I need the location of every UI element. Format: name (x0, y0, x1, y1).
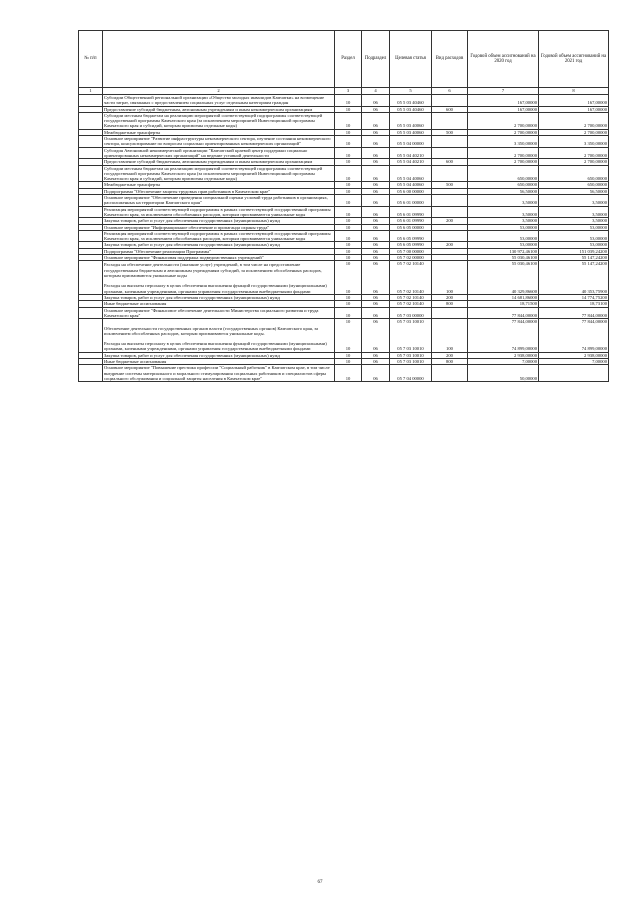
value-2021-cell: 18,73100 (539, 301, 609, 307)
target-cell: 05 7 04 00000 (390, 365, 432, 382)
value-2021-cell: 167,00000 (539, 95, 609, 107)
section-cell: 10 (335, 195, 362, 207)
value-2021-cell (539, 365, 609, 382)
col-number: 4 (362, 88, 390, 95)
table-row (79, 195, 609, 207)
value-2021-cell: 2 700,00000 (539, 147, 609, 159)
row-num-cell (79, 136, 103, 148)
value-2020-cell: 167,00000 (468, 106, 539, 112)
row-name-text: Расходы на выплаты персоналу в целях обеспечения выполнения функций государственными (муниципальными) органами, казенными учреждениями, органами управления государственными внебюджетными фондами (104, 341, 327, 352)
cell-gap (363, 267, 388, 289)
section-cell-primary: 10 (345, 319, 351, 325)
exp-type-cell (432, 206, 468, 218)
target-cell (390, 261, 432, 295)
subsection-cell-secondary: 06 (373, 346, 378, 352)
budget-table-sheet (78, 30, 608, 382)
target-cell: 05 5 04 40060 (390, 182, 432, 188)
section-cell: 10 (335, 106, 362, 112)
col-number: 3 (335, 88, 362, 95)
row-name-text: Закупка товаров, работ и услуг для обеспечения государственных (муниципальных) нужд (104, 242, 280, 248)
value-2020-cell: 53,00000 (468, 242, 539, 248)
target-cell: 05 5 04 40210 (390, 159, 432, 165)
table-row (79, 147, 609, 159)
subsection-cell: 06 (362, 112, 390, 129)
subsection-cell (362, 319, 390, 353)
exp-type-cell: 800 (432, 358, 468, 364)
section-cell: 10 (335, 358, 362, 364)
value-2021-cell-secondary: 74 899,00000 (581, 346, 607, 352)
value-2020-cell: 7,00000 (468, 358, 539, 364)
exp-type-cell (432, 95, 468, 107)
value-2020-cell: 53,00000 (468, 224, 539, 230)
header-2021: Годовой объем ассигнований на 2021 год (539, 31, 609, 88)
col-number: 1 (79, 88, 103, 95)
header-subsection: Подраздел (362, 31, 390, 88)
row-name-text: Основное мероприятие "Обеспечение проведения специальной оценки условий труда работников в организациях, расположенных на территории Камчатского края" (104, 195, 328, 206)
cell-gap (469, 267, 537, 289)
value-2021-cell: 650,00000 (539, 182, 609, 188)
value-2021-cell: 2 938,00000 (539, 352, 609, 358)
section-cell-secondary: 10 (345, 346, 351, 352)
value-2020-cell (468, 261, 539, 295)
exp-type-cell-secondary: 100 (446, 288, 453, 294)
subsection-cell: 06 (362, 206, 390, 218)
row-name-text: Закупка товаров, работ и услуг для обеспечения государственных (муниципальных) нужд (104, 218, 280, 224)
value-2020-cell: 2 700,00000 (468, 147, 539, 159)
target-cell: 05 5 04 00000 (390, 136, 432, 148)
target-cell: 05 5 03 40060 (390, 112, 432, 129)
row-name-cell (103, 147, 335, 159)
row-num-cell (79, 195, 103, 207)
target-cell: 05 6 05 09990 (390, 230, 432, 242)
section-cell: 10 (335, 242, 362, 248)
exp-type-cell-secondary: 100 (446, 346, 453, 352)
exp-type-cell: 200 (432, 218, 468, 224)
section-cell (335, 261, 362, 295)
cell-gap (540, 324, 607, 346)
row-name-text: Межбюджетные трансферты (104, 129, 161, 135)
target-cell: 05 6 05 00000 (390, 224, 432, 230)
subsection-cell: 06 (362, 95, 390, 107)
row-name-text: Расходы на обеспечение деятельности (оказание услуг) учреждений, в том числе на предоставление государственным бюджетным и автономным учреждениям субсидий, за исключением обособленных расходов, которым присваиваются уникальные коды (104, 262, 322, 279)
target-cell: 05 5 04 40060 (390, 165, 432, 182)
header-section: Раздел (335, 31, 362, 88)
section-cell: 10 (335, 255, 362, 261)
table-row (79, 319, 609, 353)
exp-type-cell (432, 307, 468, 319)
row-name-cell (103, 261, 335, 295)
value-2020-cell: 55 030,46100 (468, 255, 539, 261)
row-name-text: Основное мероприятие "Финансовая поддержка подведомственных учреждений" (104, 255, 264, 261)
section-cell: 10 (335, 365, 362, 382)
value-2021-cell: 650,00000 (539, 165, 609, 182)
cell-gap (336, 324, 360, 346)
table-row (79, 165, 609, 182)
row-name-text: Иные бюджетные ассигнования (104, 301, 167, 307)
section-cell: 10 (335, 165, 362, 182)
exp-type-cell (432, 319, 468, 353)
row-name-text: Закупка товаров, работ и услуг для обеспечения государственных (муниципальных) нужд (104, 294, 280, 300)
value-2021-cell: 3,50000 (539, 218, 609, 224)
exp-type-cell (432, 261, 468, 295)
subsection-cell: 06 (362, 218, 390, 224)
exp-type-cell (432, 112, 468, 129)
cell-gap (391, 324, 430, 346)
subsection-cell: 06 (362, 182, 390, 188)
row-name-cell (103, 230, 335, 242)
subsection-cell (362, 261, 390, 295)
exp-type-cell: 800 (432, 301, 468, 307)
row-num-cell (79, 147, 103, 159)
row-name-text: Субсидии местным бюджетам на реализацию мероприятий соответствующей подпрограммы соответствующей государственной программы Камчатского края (за исключением мероприятий Инвестиционной программы Камчатского края и субсидий, которым присвоены отдельные коды) (104, 112, 323, 129)
cell-gap (540, 267, 607, 289)
value-2021-cell: 14 774,75200 (539, 294, 609, 300)
row-name-cell (103, 159, 335, 165)
value-2021-cell: 7,00000 (539, 358, 609, 364)
value-2020-cell: 3,50000 (468, 195, 539, 207)
row-name-cell (103, 165, 335, 182)
section-cell: 10 (335, 112, 362, 129)
value-2020-cell-secondary: 40 329,86600 (511, 288, 537, 294)
row-name-text: Субсидии местным бюджетам на реализацию мероприятий соответствующей подпрограммы соответствующей государственной программы Камчатского края (за исключением мероприятий Инвестиционной программы Камчатского края и субсидий, которым присвоены отдельные коды) (104, 165, 323, 182)
col-number: 5 (390, 88, 432, 95)
target-cell: 05 5 03 40060 (390, 129, 432, 135)
value-2020-cell (468, 319, 539, 353)
target-cell: 05 6 01 09990 (390, 218, 432, 224)
target-cell: 05 6 00 00000 (390, 188, 432, 194)
exp-type-cell (432, 230, 468, 242)
cell-gap (391, 267, 430, 289)
header-target: Целевая статья (390, 31, 432, 88)
table-body (79, 95, 609, 382)
value-2020-cell: 3,50000 (468, 218, 539, 224)
cell-gap (469, 324, 537, 346)
table-row (79, 261, 609, 295)
value-2020-cell: 50,00000 (468, 365, 539, 382)
value-2020-cell: 3 350,00000 (468, 136, 539, 148)
section-cell-secondary: 10 (345, 288, 351, 294)
row-num-cell (79, 365, 103, 382)
exp-type-cell: 200 (432, 242, 468, 248)
target-cell: 05 7 03 10010 (390, 352, 432, 358)
target-cell: 05 6 05 09990 (390, 242, 432, 248)
col-number: 2 (103, 88, 335, 95)
subsection-cell: 06 (362, 129, 390, 135)
value-2020-cell: 650,00000 (468, 165, 539, 182)
row-name-cell (103, 112, 335, 129)
row-name-text: Предоставление субсидий бюджетным, автономным учреждениям и иным некоммерческим организациям (104, 106, 313, 112)
target-cell-secondary: 05 7 02 10140 (397, 288, 424, 294)
value-2020-cell: 53,00000 (468, 230, 539, 242)
section-cell: 10 (335, 206, 362, 218)
value-2020-cell: 2 700,00000 (468, 112, 539, 129)
value-2021-cell (539, 319, 609, 353)
subsection-cell: 06 (362, 248, 390, 254)
value-2021-cell: 151 039,24200 (539, 248, 609, 254)
section-cell: 10 (335, 147, 362, 159)
target-cell: 05 7 03 10010 (390, 358, 432, 364)
target-cell: 05 7 02 10140 (390, 301, 432, 307)
subsection-cell: 06 (362, 230, 390, 242)
row-name-text: Основное мероприятие "Финансовое обеспечение деятельности Министерства социального развития и труда Камчатского края" (104, 307, 319, 318)
subsection-cell: 06 (362, 255, 390, 261)
section-cell: 10 (335, 188, 362, 194)
value-2020-cell: 2 938,00000 (468, 352, 539, 358)
value-2020-cell: 56,50000 (468, 188, 539, 194)
section-cell: 10 (335, 136, 362, 148)
value-2020-cell-secondary: 74 899,00000 (511, 346, 537, 352)
target-cell-secondary: 05 7 03 10010 (397, 346, 424, 352)
cell-gap (336, 267, 360, 289)
section-cell: 10 (335, 95, 362, 107)
subsection-cell: 06 (362, 195, 390, 207)
section-cell (335, 319, 362, 353)
subsection-cell: 06 (362, 136, 390, 148)
exp-type-cell (432, 147, 468, 159)
value-2020-cell: 18,71500 (468, 301, 539, 307)
target-cell: 05 7 03 00000 (390, 307, 432, 319)
subsection-cell: 06 (362, 365, 390, 382)
subsection-cell: 06 (362, 242, 390, 248)
col-number: 6 (432, 88, 468, 95)
exp-type-cell (432, 136, 468, 148)
header-2020: Годовой объем ассигнований на 2020 год (468, 31, 539, 88)
subsection-cell: 06 (362, 352, 390, 358)
target-cell: 05 6 01 09990 (390, 206, 432, 218)
row-name-text: Расходы на выплаты персоналу в целях обеспечения выполнения функций государственными (муниципальными) органами, казенными учреждениями, органами управления государственными внебюджетными фондами (104, 283, 327, 294)
row-num-cell (79, 206, 103, 218)
subsection-cell: 06 (362, 159, 390, 165)
target-cell: 05 5 03 40460 (390, 106, 432, 112)
col-number: 7 (468, 88, 539, 95)
value-2021-cell: 53,00000 (539, 224, 609, 230)
value-2021-cell-secondary: 40 353,75900 (581, 288, 607, 294)
exp-type-cell (432, 165, 468, 182)
value-2021-cell-primary: 55 147,24200 (581, 261, 607, 267)
table-row (79, 230, 609, 242)
exp-type-cell: 500 (432, 129, 468, 135)
subsection-cell: 06 (362, 358, 390, 364)
row-name-text: Основное мероприятие "Повышение престижа профессии "Социальный работник" в Камчатском крае, в том числе внедрение системы материального и морального стимулирования социальных работников и специалистов сферы социального обслуживания и социальной защиты населения в Камчатском крае" (104, 365, 330, 381)
row-num-cell (79, 165, 103, 182)
table-row (79, 206, 609, 218)
subsection-cell-secondary: 06 (373, 288, 378, 294)
table-row (79, 307, 609, 319)
column-number-row (79, 88, 609, 95)
row-name-text: Предоставление субсидий бюджетным, автономным учреждениям и иным некоммерческим организациям (104, 159, 313, 165)
value-2021-cell: 2 700,00000 (539, 159, 609, 165)
section-cell: 10 (335, 224, 362, 230)
target-cell-primary: 05 7 03 10010 (397, 319, 424, 325)
row-name-text: Реализация мероприятий соответствующей подпрограммы в рамках соответствующей государственной программы Камчатского края, за исключением обособленных расходов, которым присваиваются уникальные коды (104, 206, 331, 217)
value-2020-cell: 2 700,00000 (468, 159, 539, 165)
target-cell: 05 5 03 40460 (390, 95, 432, 107)
row-num-cell (79, 112, 103, 129)
section-cell-primary: 10 (345, 261, 351, 267)
subsection-cell: 06 (362, 188, 390, 194)
target-cell: 05 7 00 00000 (390, 248, 432, 254)
exp-type-cell (432, 195, 468, 207)
row-name-text: Межбюджетные трансферты (104, 182, 161, 188)
table-row (79, 95, 609, 107)
value-2020-cell: 77 844,00000 (468, 307, 539, 319)
exp-type-cell: 500 (432, 182, 468, 188)
value-2021-cell: 3 350,00000 (539, 136, 609, 148)
section-cell: 10 (335, 307, 362, 319)
cell-gap (433, 267, 466, 289)
target-cell: 05 7 02 10140 (390, 294, 432, 300)
row-name-cell (103, 206, 335, 218)
section-cell: 10 (335, 129, 362, 135)
row-name-cell (103, 136, 335, 148)
value-2020-cell-primary: 55 030,46100 (511, 261, 537, 267)
value-2021-cell: 56,50000 (539, 188, 609, 194)
value-2020-cell: 167,00000 (468, 95, 539, 107)
section-cell: 10 (335, 352, 362, 358)
section-cell: 10 (335, 294, 362, 300)
target-cell (390, 319, 432, 353)
cell-gap (433, 324, 466, 346)
row-name-cell (103, 319, 335, 353)
row-name-text: Закупка товаров, работ и услуг для обеспечения государственных (муниципальных) нужд (104, 352, 280, 358)
target-cell: 05 6 01 00000 (390, 195, 432, 207)
row-name-text: Реализация мероприятий соответствующей подпрограммы в рамках соответствующей государственной программы Камчатского края, за исключением обособленных расходов, которым присваиваются уникальные коды (104, 230, 331, 242)
value-2021-cell: 53,00000 (539, 230, 609, 242)
table-row (79, 365, 609, 382)
section-cell: 10 (335, 218, 362, 224)
subsection-cell-primary: 06 (373, 261, 378, 267)
row-num-cell (79, 307, 103, 319)
exp-type-cell (432, 365, 468, 382)
value-2021-cell-primary: 77 844,00000 (581, 319, 607, 325)
row-name-cell (103, 307, 335, 319)
value-2021-cell: 3,50000 (539, 195, 609, 207)
row-name-cell (103, 195, 335, 207)
header-row (79, 31, 609, 88)
row-name-cell (103, 365, 335, 382)
subsection-cell: 06 (362, 301, 390, 307)
row-num-cell (79, 261, 103, 295)
budget-table (78, 30, 609, 382)
exp-type-cell: 200 (432, 294, 468, 300)
subsection-cell: 06 (362, 147, 390, 159)
row-name-text: Субсидии Общественной региональной организации «Общество молодых инвалидов Камчатки» на возмещение части затрат, связанных с предоставлением социальных услуг отдельным категориям граждан (104, 95, 325, 106)
exp-type-cell: 600 (432, 106, 468, 112)
value-2021-cell: 77 844,00000 (539, 307, 609, 319)
value-2021-cell: 2 700,00000 (539, 129, 609, 135)
col-number: 8 (539, 88, 609, 95)
header-num: № п/п (79, 31, 103, 88)
row-name-text: Иные бюджетные ассигнования (104, 358, 167, 364)
table-row (79, 112, 609, 129)
row-name-text: Субсидия Автономной некоммерческой организации "Камчатский краевой центр поддержки социально ориентированных некоммерческих организаций" на ведение уставной деятельности (104, 147, 308, 158)
value-2021-cell: 167,00000 (539, 106, 609, 112)
value-2021-cell: 55 147,24200 (539, 255, 609, 261)
target-cell: 05 5 04 40210 (390, 147, 432, 159)
section-cell: 10 (335, 301, 362, 307)
row-name-cell (103, 95, 335, 107)
row-name-text: Подпрограмма "Обеспечение защиты трудовых прав работников в Камчатском крае" (104, 188, 271, 194)
header-name (103, 31, 335, 88)
row-name-text: Подпрограмма "Обеспечение реализации Программы" (104, 248, 212, 254)
value-2020-cell: 14 681,86000 (468, 294, 539, 300)
row-num-cell (79, 319, 103, 353)
subsection-cell: 06 (362, 106, 390, 112)
section-cell: 10 (335, 230, 362, 242)
value-2020-cell: 130 972,46100 (468, 248, 539, 254)
cell-gap (363, 324, 388, 346)
value-2020-cell-primary: 77 844,00000 (511, 319, 537, 325)
row-name-text: Основное мероприятие "Развитие инфраструктуры некоммерческого сектора, изучение состояния некоммерческого сектора, консультирование по вопросам социально ориентированных некоммерческих организаций" (104, 136, 331, 147)
exp-type-cell: 200 (432, 352, 468, 358)
page-number: 67 (317, 880, 323, 885)
value-2021-cell (539, 261, 609, 295)
value-2021-cell: 53,00000 (539, 242, 609, 248)
target-cell: 05 7 02 00000 (390, 255, 432, 261)
row-name-text: Обеспечение деятельности государственных органов власти (государственных органов) Камчатского края, за исключением обособленных расходов, которым присваиваются уникальные коды. (104, 325, 319, 336)
section-cell: 10 (335, 159, 362, 165)
target-cell-primary: 05 7 02 10140 (397, 261, 424, 267)
subsection-cell-primary: 06 (373, 319, 378, 325)
value-2021-cell: 3,50000 (539, 206, 609, 218)
table-row (79, 136, 609, 148)
subsection-cell: 06 (362, 294, 390, 300)
header-exp-type: Вид расходов (432, 31, 468, 88)
value-2021-cell: 2 700,00000 (539, 112, 609, 129)
row-num-cell (79, 230, 103, 242)
row-num-cell (79, 95, 103, 107)
section-cell: 10 (335, 248, 362, 254)
subsection-cell: 06 (362, 224, 390, 230)
subsection-cell: 06 (362, 165, 390, 182)
value-2020-cell: 650,00000 (468, 182, 539, 188)
row-name-text: Основное мероприятие "Информационное обеспечение и пропаганда охраны труда" (104, 224, 270, 230)
section-cell: 10 (335, 182, 362, 188)
value-2020-cell: 3,50000 (468, 206, 539, 218)
subsection-cell: 06 (362, 307, 390, 319)
row-name-cell (103, 106, 335, 112)
value-2020-cell: 2 700,00000 (468, 129, 539, 135)
exp-type-cell: 600 (432, 159, 468, 165)
